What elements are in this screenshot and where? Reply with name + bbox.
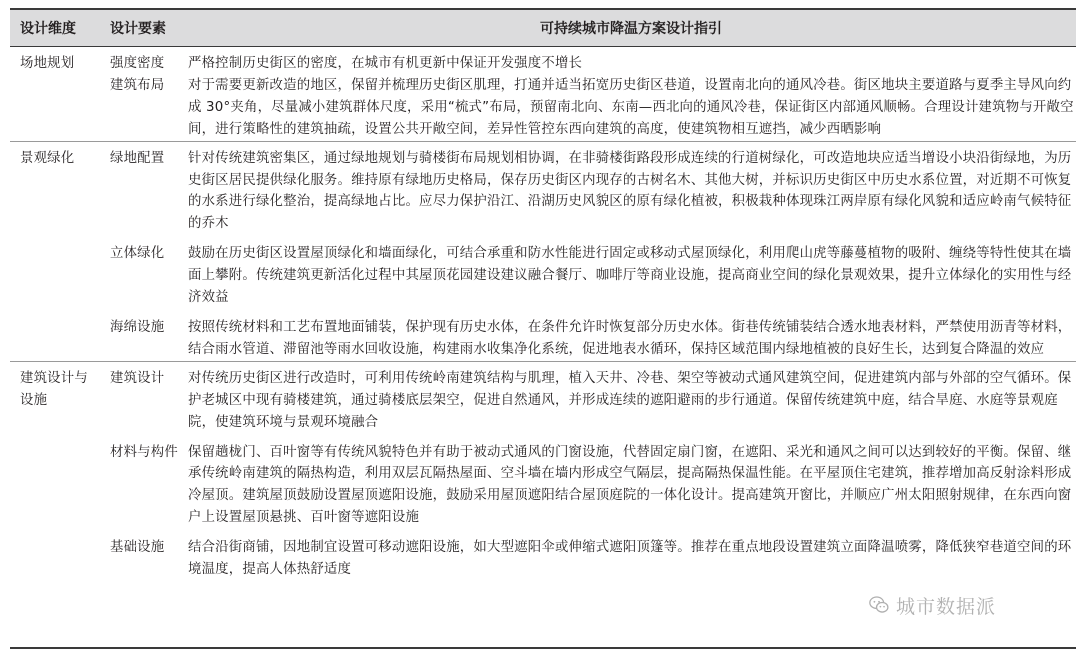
table-row — [10, 434, 1076, 530]
cell-dimension — [10, 235, 100, 309]
cell-guide-text: 对传统历史街区进行改造时，可利用传统岭南建筑结构与肌理，植入天井、冷巷、架空等被动式通风建筑空间，促进建筑内部与外部的空气循环。保护老城区中现有骑楼建筑，通过骑楼底层架空，促进自然通风，并形成连续的遮阳避雨的步行通道。保留传统建筑中庭，结合旱庭、水庭等景观庭院，使建筑环境与景观环境融合 — [186, 361, 1076, 433]
cell-element: 基础设施 — [110, 540, 165, 556]
table-row — [10, 47, 1076, 75]
cell-dimension: 建筑设计与设施 — [10, 361, 100, 433]
cell-guide-text: 按照传统材料和工艺布置地面铺装，保护现有历史水体，在条件允许时恢复部分历史水体。街巷传统铺装结合透水地表材料，严禁使用沥青等材料，结合雨水管道、滞留池等雨水回收设施，构建雨水收集净化系统，促进地表水循环，保持区域范围内绿地植被的良好生长，达到复合降温的效应 — [188, 319, 1072, 357]
watermark-text: 城市数据派 — [896, 595, 997, 618]
table-row — [10, 309, 1076, 361]
cell-guide-text: 保留趟栊门、百叶窗等有传统风貌特色并有助于被动式通风的门窗设施，代替固定扇门窗，在遮阳、采光和通风之间可以达到较好的平衡。保留、继承传统岭南建筑的隔热构造，利用双层瓦隔热屋面、空斗墙在墙内形成空气隔层，提高隔热保温性能。在平屋顶住宅建筑，推荐增加高反射涂料形成冷屋顶。建筑屋顶鼓励设置屋顶遮阳设施，鼓励采用屋顶遮阳结合屋顶庭院的一体化设计。提高建筑开窗比，并顺应广州太阳照射规律，在东西向窗户上设置屋顶悬挑、百叶窗等遮阳设施 — [188, 444, 1072, 526]
table-row — [10, 361, 1076, 433]
table-row — [10, 141, 1076, 235]
table-row — [10, 235, 1076, 309]
cell-element: 材料与构件 — [110, 444, 178, 460]
cell-guide-text: 对于需要更新改造的地区，保留并梳理历史街区肌理，打通并适当拓宽历史街区巷道，设置南北向的通风冷巷。街区地块主要道路与夏季主导风向约成 30°夹角，尽量减小建筑群体尺度，采用“梳式”布局，预留南北向、东南—西北向的通风冷巷，保证街区内部通风顺畅。合理设计建筑物与开敞空间，进行策略性的建筑抽疏，设置公共开敞空间，差异性管控东西向建筑的高度，使建筑物相互遮挡，减少西晒影响 — [188, 77, 1074, 137]
header-design-dimension: 设计维度 — [10, 9, 100, 47]
table-bottom-rule — [10, 647, 1076, 649]
header-design-element: 设计要素 — [100, 9, 186, 47]
cell-guide-text: 结合沿街商铺，因地制宜设置可移动遮阳设施，如大型遮阳伞或伸缩式遮阳顶篷等。推荐在重点地段设置建筑立面降温喷雾，降低狭窄巷道空间的环境温度，提高人体热舒适度 — [188, 540, 1072, 578]
cell-element: 强度密度 — [110, 56, 165, 71]
header-cooling-guide: 可持续城市降温方案设计指引 — [186, 9, 1076, 47]
cell-dimension — [10, 75, 100, 141]
cell-dimension: 场地规划 — [20, 56, 75, 71]
cell-dimension: 景观绿化 — [10, 141, 100, 235]
cell-dimension — [10, 309, 100, 361]
table-row — [10, 75, 1076, 141]
table-container — [10, 8, 1076, 584]
wechat-icon — [868, 594, 890, 616]
table-header-row — [10, 9, 1076, 47]
cell-element: 建筑设计 — [100, 361, 186, 433]
watermark — [868, 592, 996, 618]
cell-guide-text: 针对传统建筑密集区，通过绿地规划与骑楼街布局规划相协调，在非骑楼街路段形成连续的行道树绿化，可改造地块应适当增设小块沿街绿地，为历史街区居民提供绿化服务。维持原有绿地历史格局，保存历史街区内现存的古树名木、其他大树，并标识历史街区中历史水系位置，对近期不可恢复的水系进行绿化整治，提高绿地占比。应尽力保护沿江、沿湖历史风貌区的原有绿化植被，积极栽种体现珠江两岸原有绿化风貌和适应岭南气候特征的乔木 — [186, 141, 1076, 235]
cell-dimension — [10, 434, 100, 530]
table-row — [10, 529, 1076, 584]
cell-dimension — [10, 529, 100, 584]
cell-element: 立体绿化 — [110, 246, 165, 262]
design-guide-table — [10, 8, 1076, 584]
cell-element: 绿地配置 — [100, 141, 186, 235]
cell-element: 建筑布局 — [110, 77, 165, 93]
cell-element: 海绵设施 — [110, 319, 165, 335]
cell-guide-text: 鼓励在历史街区设置屋顶绿化和墙面绿化，可结合承重和防水性能进行固定或移动式屋顶绿化，利用爬山虎等藤蔓植物的吸附、缠绕等特性使其在墙面上攀附。传统建筑更新活化过程中其屋顶花园建设建议融合餐厅、咖啡厅等商业设施，提高商业空间的绿化景观效果，提升立体绿化的实用性与经济效益 — [188, 246, 1072, 306]
cell-guide-text: 严格控制历史街区的密度，在城市有机更新中保证开发强度不增长 — [188, 56, 583, 71]
